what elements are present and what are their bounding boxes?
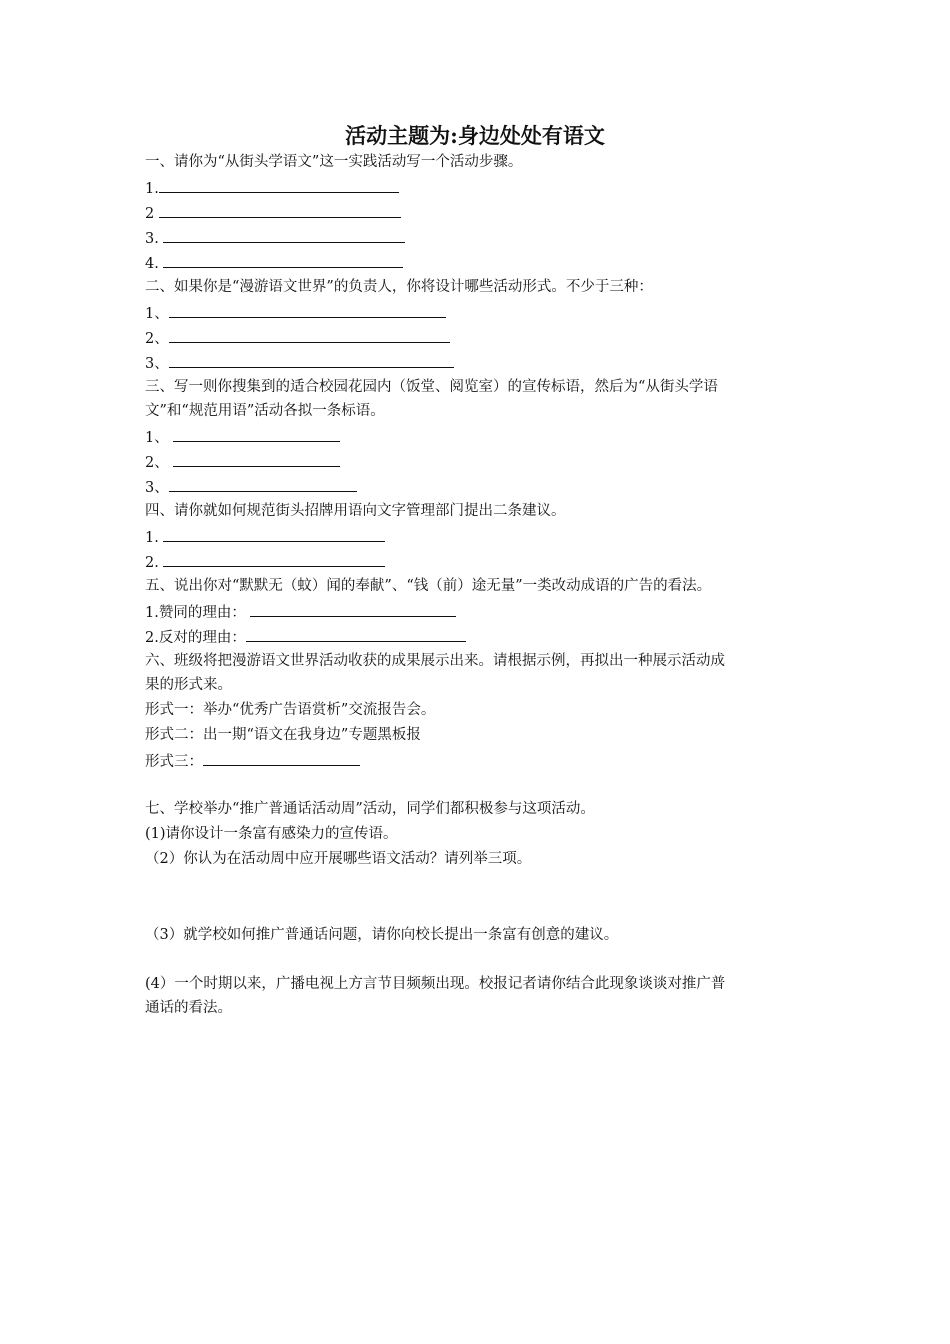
q6-prompt-line-1: 六、班级将把漫游语文世界活动收获的成果展示出来。请根据示例，再拟出一种展示活动成 bbox=[145, 653, 725, 669]
q3-item-1 bbox=[145, 426, 340, 448]
q5-item-2-label: 2.反对的理由： bbox=[145, 630, 246, 646]
q2-item-2 bbox=[145, 327, 450, 349]
q5-item-2 bbox=[145, 626, 466, 648]
q2-item-3-label: 3、 bbox=[145, 356, 169, 372]
answer-blank[interactable] bbox=[163, 526, 385, 542]
answer-blank[interactable] bbox=[250, 601, 456, 617]
q6-form-1: 形式一：举办“优秀广告语赏析”交流报告会。 bbox=[145, 702, 436, 718]
answer-blank[interactable] bbox=[169, 476, 357, 492]
answer-blank[interactable] bbox=[163, 227, 405, 243]
answer-blank[interactable] bbox=[163, 252, 403, 268]
q4-item-1-label: 1. bbox=[145, 530, 164, 546]
q2-prompt: 二、如果你是“漫游语文世界”的负责人，你将设计哪些活动形式。不少于三种： bbox=[145, 279, 653, 295]
q5-item-1 bbox=[145, 601, 456, 623]
q2-item-3 bbox=[145, 352, 454, 374]
answer-blank[interactable] bbox=[169, 352, 454, 368]
q7-sub-1: (1)请你设计一条富有感染力的宣传语。 bbox=[145, 826, 398, 842]
answer-blank[interactable] bbox=[159, 202, 401, 218]
document-title: 活动主题为:身边处处有语文 bbox=[345, 123, 605, 148]
q4-item-2 bbox=[145, 551, 385, 573]
q3-prompt-line-1: 三、写一则你搜集到的适合校园花园内（饭堂、阅览室）的宣传标语，然后为“从街头学语 bbox=[145, 379, 718, 395]
q7-prompt: 七、学校举办“推广普通话活动周”活动，同学们都积极参与这项活动。 bbox=[145, 801, 595, 817]
answer-blank[interactable] bbox=[203, 750, 360, 766]
q2-item-2-label: 2、 bbox=[145, 331, 169, 347]
q7-sub-3: （3）就学校如何推广普通话问题，请你向校长提出一条富有创意的建议。 bbox=[145, 927, 619, 943]
answer-blank[interactable] bbox=[246, 626, 466, 642]
q1-item-3-label: 3. bbox=[145, 231, 164, 247]
q1-prompt: 一、请你为“从街头学语文”这一实践活动写一个活动步骤。 bbox=[145, 154, 523, 170]
answer-blank[interactable] bbox=[169, 302, 446, 318]
q6-prompt-line-2: 果的形式来。 bbox=[145, 677, 232, 693]
q1-item-3 bbox=[145, 227, 405, 249]
q3-item-1-label: 1、 bbox=[145, 430, 174, 446]
q7-sub-4-line-1: (4）一个时期以来，广播电视上方言节目频频出现。校报记者请你结合此现象谈谈对推广普 bbox=[145, 976, 726, 992]
q6-form-3-label: 形式三： bbox=[145, 754, 203, 770]
q1-item-2 bbox=[145, 202, 401, 224]
q6-form-3 bbox=[145, 750, 360, 772]
q7-sub-4-line-2: 通话的看法。 bbox=[145, 1000, 232, 1016]
answer-blank[interactable] bbox=[169, 327, 450, 343]
q3-item-2-label: 2、 bbox=[145, 455, 174, 471]
answer-blank[interactable] bbox=[173, 451, 340, 467]
q2-item-1 bbox=[145, 302, 446, 324]
q1-item-1 bbox=[145, 177, 399, 199]
q4-item-1 bbox=[145, 526, 385, 548]
q1-item-1-label: 1. bbox=[145, 181, 159, 197]
q3-item-3 bbox=[145, 476, 357, 498]
q1-item-4 bbox=[145, 252, 403, 274]
q5-prompt: 五、说出你对“默默无（蚊）闻的奉献”、“钱（前）途无量”一类改动成语的广告的看法。 bbox=[145, 578, 712, 594]
q3-item-3-label: 3、 bbox=[145, 480, 169, 496]
q3-item-2 bbox=[145, 451, 340, 473]
q5-item-1-label: 1.赞同的理由： bbox=[145, 605, 251, 621]
q4-item-2-label: 2. bbox=[145, 555, 164, 571]
q4-prompt: 四、请你就如何规范街头招牌用语向文字管理部门提出二条建议。 bbox=[145, 503, 566, 519]
q1-item-2-label: 2 bbox=[145, 206, 159, 222]
q6-form-2: 形式二：出一期“语文在我身边”专题黑板报 bbox=[145, 727, 421, 743]
answer-blank[interactable] bbox=[173, 426, 340, 442]
q3-prompt-line-2: 文”和“规范用语”活动各拟一条标语。 bbox=[145, 403, 385, 419]
q2-item-1-label: 1、 bbox=[145, 306, 169, 322]
answer-blank[interactable] bbox=[163, 551, 385, 567]
q1-item-4-label: 4. bbox=[145, 256, 164, 272]
q7-sub-2: （2）你认为在活动周中应开展哪些语文活动？请列举三项。 bbox=[145, 851, 532, 867]
answer-blank[interactable] bbox=[159, 177, 399, 193]
